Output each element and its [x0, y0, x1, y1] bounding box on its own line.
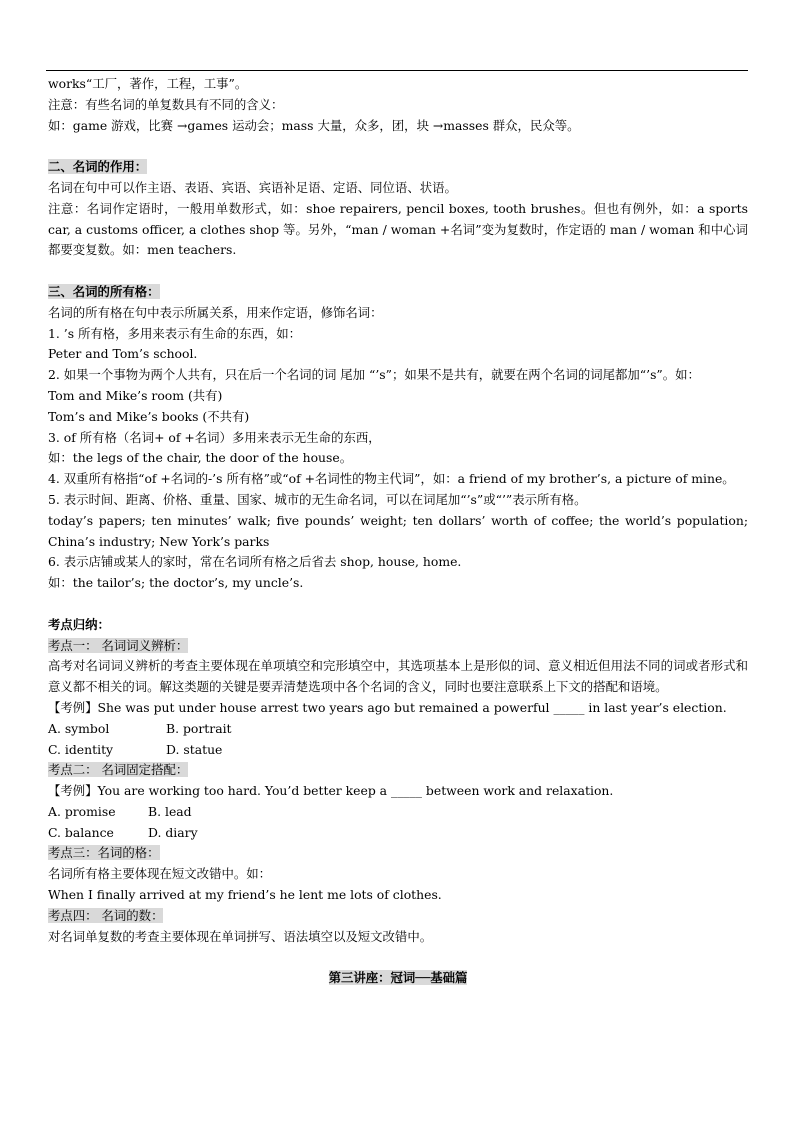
point-heading-2: 考点二： 名词固定搭配：	[48, 762, 189, 778]
option-row	[48, 802, 748, 823]
text-line: 3. of 所有格（名词+ of +名词）多用来表示无生命的东西，	[48, 429, 381, 445]
text-paragraph: today’s papers; ten minutes’ walk; five pounds’ weight; ten dollars’ worth of coffee; the world’s population; China’s industry; New York’s parks	[48, 512, 748, 549]
text-line: 6. 表示店铺或某人的家时，常在名词所有格之后省去 shop, house, home.	[48, 554, 462, 570]
text-line: 5. 表示时间、距离、价格、重量、国家、城市的无生命名词，可以在词尾加“’s”或“’”表示所有格。	[48, 491, 587, 507]
summary-heading: 考点归纳：	[48, 616, 110, 632]
option-b: B. lead	[148, 803, 192, 819]
text-line: works“工厂，著作，工程，工事”。	[48, 76, 248, 91]
example-question-2: 【考例】You are working too hard. You’d better keep a _____ between work and relaxation.	[48, 783, 614, 799]
text-line: 如：game 游戏，比赛 →games 运动会；mass 大量，众多，团，块 →masses 群众，民众等。	[48, 117, 580, 133]
option-d: D. diary	[148, 824, 198, 840]
option-b: B. portrait	[166, 720, 232, 736]
header-rule	[46, 70, 748, 71]
text-line: 名词的所有格在句中表示所属关系，用来作定语，修饰名词：	[48, 304, 383, 320]
option-d: D. statue	[166, 741, 223, 757]
text-paragraph: 2. 如果一个事物为两个人共有，只在后一个名词的词 尾加 “’s”；如果不是共有，就要在两个名词的词尾都加“’s”。如：	[48, 367, 700, 383]
point-heading-1: 考点一： 名词词义辨析：	[48, 637, 189, 653]
text-line: 名词在句中可以作主语、表语、宾语、宾语补足语、定语、同位语、状语。	[48, 179, 457, 195]
option-a: A. symbol	[48, 720, 110, 736]
option-c: C. identity	[48, 741, 114, 757]
section-heading-possessive: 三、名词的所有格：	[48, 283, 160, 299]
option-a: A. promise	[48, 803, 116, 819]
text-line: Peter and Tom’s school.	[48, 346, 198, 362]
text-line: 4. 双重所有格指“of +名词的-’s 所有格”或“of +名词性的物主代词”，如：a friend of my brother’s, a picture of mine。	[48, 471, 735, 487]
option-row	[48, 740, 748, 761]
text-line: 注意：有些名词的单复数具有不同的含义：	[48, 96, 284, 112]
example-question-1: 【考例】She was put under house arrest two years ago but remained a powerful _____ in last year’s election.	[48, 699, 727, 715]
text-line: When I finally arrived at my friend’s he lent me lots of clothes.	[48, 887, 442, 903]
text-line: Tom and Mike’s room (共有)	[48, 387, 223, 403]
text-line: 对名词单复数的考查主要体现在单词拼写、语法填空以及短文改错中。	[48, 928, 433, 944]
lecture-title: 第三讲座：冠词──基础篇	[328, 970, 468, 986]
section-heading-role: 二、名词的作用：	[48, 159, 148, 175]
point-heading-4: 考点四： 名词的数：	[48, 907, 164, 923]
text-line: 名词所有格主要体现在短文改错中。如：	[48, 866, 272, 882]
option-row	[48, 823, 748, 844]
text-line: 1. ’s 所有格，多用来表示有生命的东西，如：	[48, 325, 302, 341]
text-line: 如：the legs of the chair, the door of the house。	[48, 450, 353, 466]
text-paragraph: 高考对名词词义辨析的考查主要体现在单项填空和完形填空中，其选项基本上是形似的词、意义相近但用法不同的词或者形式和意义都不相关的词。解这类题的关键是要弄清楚选项中各个名词的含义，同时也要注意联系上下文的搭配和语境。	[48, 658, 748, 695]
option-c: C. balance	[48, 824, 114, 840]
page-content	[48, 74, 748, 989]
text-line: Tom’s and Mike’s books (不共有)	[48, 408, 250, 424]
text-paragraph: 注意：名词作定语时，一般用单数形式，如：shoe repairers, pencil boxes, tooth brushes。但也有例外，如：a sports car, a customs officer, a clothes shop 等。另外，“man / woman +名词”变为复数时，作定语的 man / woman 和中心词都要变复数。如：men teachers.	[48, 200, 748, 258]
text-line: 如：the tailor’s; the doctor’s, my uncle’s.	[48, 575, 304, 591]
option-row	[48, 719, 748, 740]
point-heading-3: 考点三：名词的格：	[48, 845, 160, 861]
